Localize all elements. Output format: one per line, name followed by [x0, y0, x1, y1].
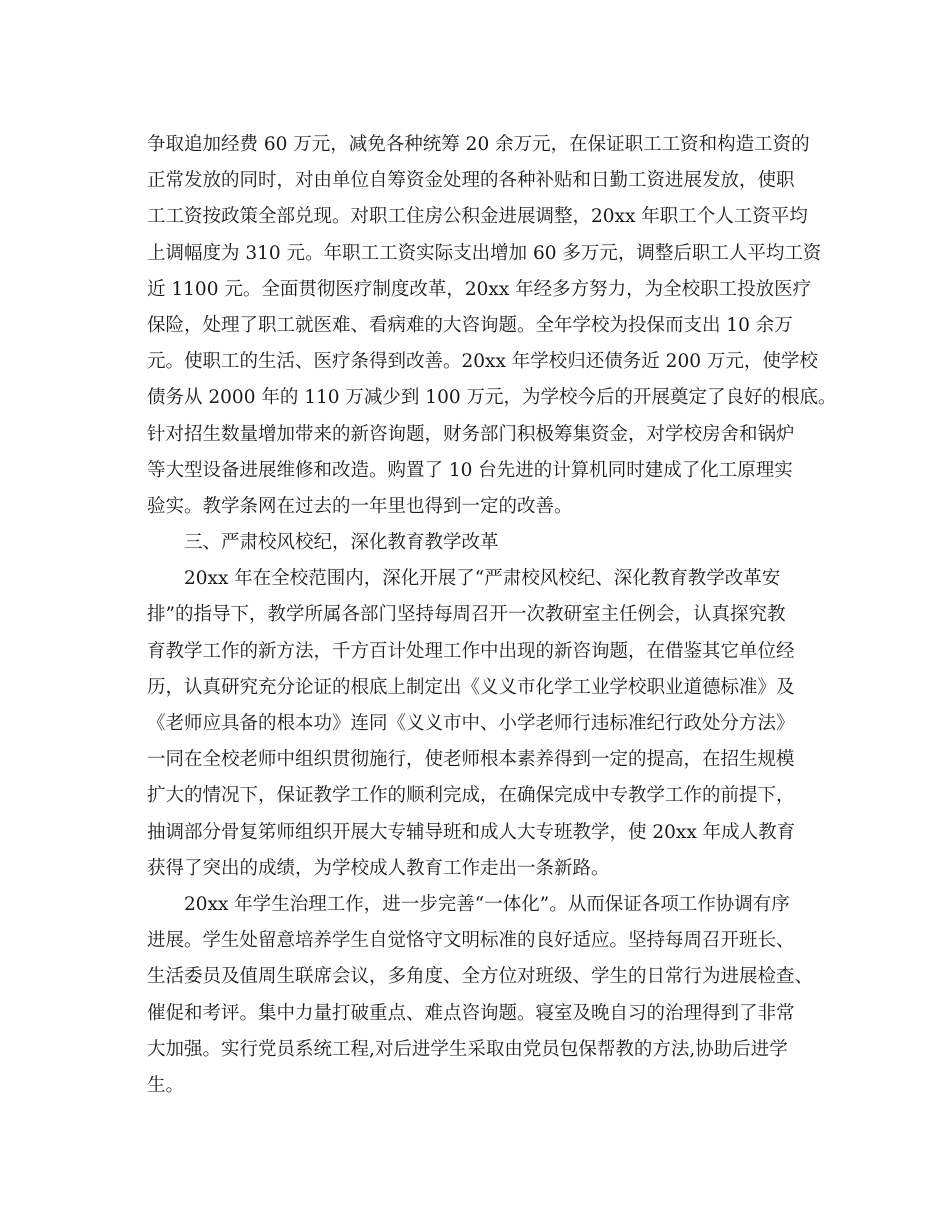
paragraph-student-management: [147, 887, 814, 1104]
text-line: 上调幅度为 310 元。年职工工资实际支出增加 60 多万元，调整后职工人平均工资: [147, 242, 822, 264]
text-line: 争取追加经费 60 万元，减免各种统筹 20 余万元，在保证职工工资和构造工资的: [147, 134, 810, 155]
text-line: 育教学工作的新方法，千方百计处理工作中出现的新咨询题，在借鉴其它单位经: [147, 640, 795, 662]
text-line: 等大型设备进展维修和改造。购置了 10 台先进的计算机同时建成了化工原理实: [147, 459, 793, 481]
paragraph-funding: [147, 127, 837, 525]
text-line: 生活委员及值周生联席会议，多角度、全方位对班级、学生的日常行为进展检查、: [147, 966, 814, 988]
text-line: 近 1100 元。全面贯彻医疗制度改革，20xx 年经多方努力，为全校职工投放医疗: [147, 278, 812, 300]
text-line: 获得了突出的成绩，为学校成人教育工作走出一条新路。: [147, 857, 610, 879]
text-line: 20xx 年在全校范围内，深化开展了“严肃校风校纪、深化教育教学改革安: [184, 568, 781, 590]
text-line: 排”的指导下，教学所属各部门坚持每周召开一次教研室主任例会，认真探究教: [147, 604, 786, 626]
text-line: 进展。学生处留意培养学生自觉恪守文明标准的良好适应。坚持每周召开班长、: [147, 930, 795, 952]
text-line: 正常发放的同时，对由单位自筹资金处理的各种补贴和日勤工资进展发放，使职: [147, 170, 795, 192]
text-line: 验实。教学条网在过去的一年里也得到一定的改善。: [147, 495, 573, 517]
text-line: 20xx 年学生治理工作，进一步完善“一体化”。从而保证各项工作协调有序: [184, 893, 790, 915]
document-body: [147, 127, 837, 1104]
text-line: 一同在全校老师中组织贯彻施行，使老师根本素养得到一定的提高，在招生规模: [147, 749, 795, 771]
text-line: 保险，处理了职工就医难、看病难的大咨询题。全年学校为投保而支出 10 余万: [147, 314, 793, 336]
text-line: 生。: [147, 1074, 185, 1096]
text-line: 债务从 2000 年的 110 万减少到 100 万元，为学校今后的开展奠定了良好的根底。: [147, 387, 837, 409]
text-line: 扩大的情况下，保证教学工作的顺利完成，在确保完成中专教学工作的前提下，: [147, 785, 795, 807]
text-line: 工工资按政策全部兑现。对职工住房公积金进展调整，20xx 年职工个人工资平均: [147, 206, 808, 228]
paragraph-teaching-reform: [147, 561, 807, 887]
section-heading-3: [147, 525, 807, 561]
text-line: 针对招生数量增加带来的新咨询题，财务部门积极筹集资金，对学校房舍和锅炉: [147, 423, 795, 445]
text-line: 历，认真研究充分论证的根底上制定出《义义市化学工业学校职业道德标准》及: [147, 676, 795, 698]
text-line: 大加强。实行党员系统工程,对后进学生采取由党员包保帮教的方法,协助后进学: [147, 1038, 788, 1060]
text-line: 抽调部分骨复笫师组织开展大专辅导班和成人大专班教学，使 20xx 年成人教育: [147, 821, 796, 843]
text-line: 《老师应具备的根本功》连同《义义市中、小学老师行违标准纪行政处分方法》: [147, 713, 795, 734]
text-line: 催促和考评。集中力量打破重点、难点咨询题。寝室及晚自习的治理得到了非常: [147, 1002, 795, 1024]
text-line: 元。使职工的生活、医疗条得到改善。20xx 年学校归还债务近 200 万元，使学校: [147, 351, 818, 373]
text-line: 三、严肃校风校纪，深化教育教学改革: [184, 532, 499, 554]
